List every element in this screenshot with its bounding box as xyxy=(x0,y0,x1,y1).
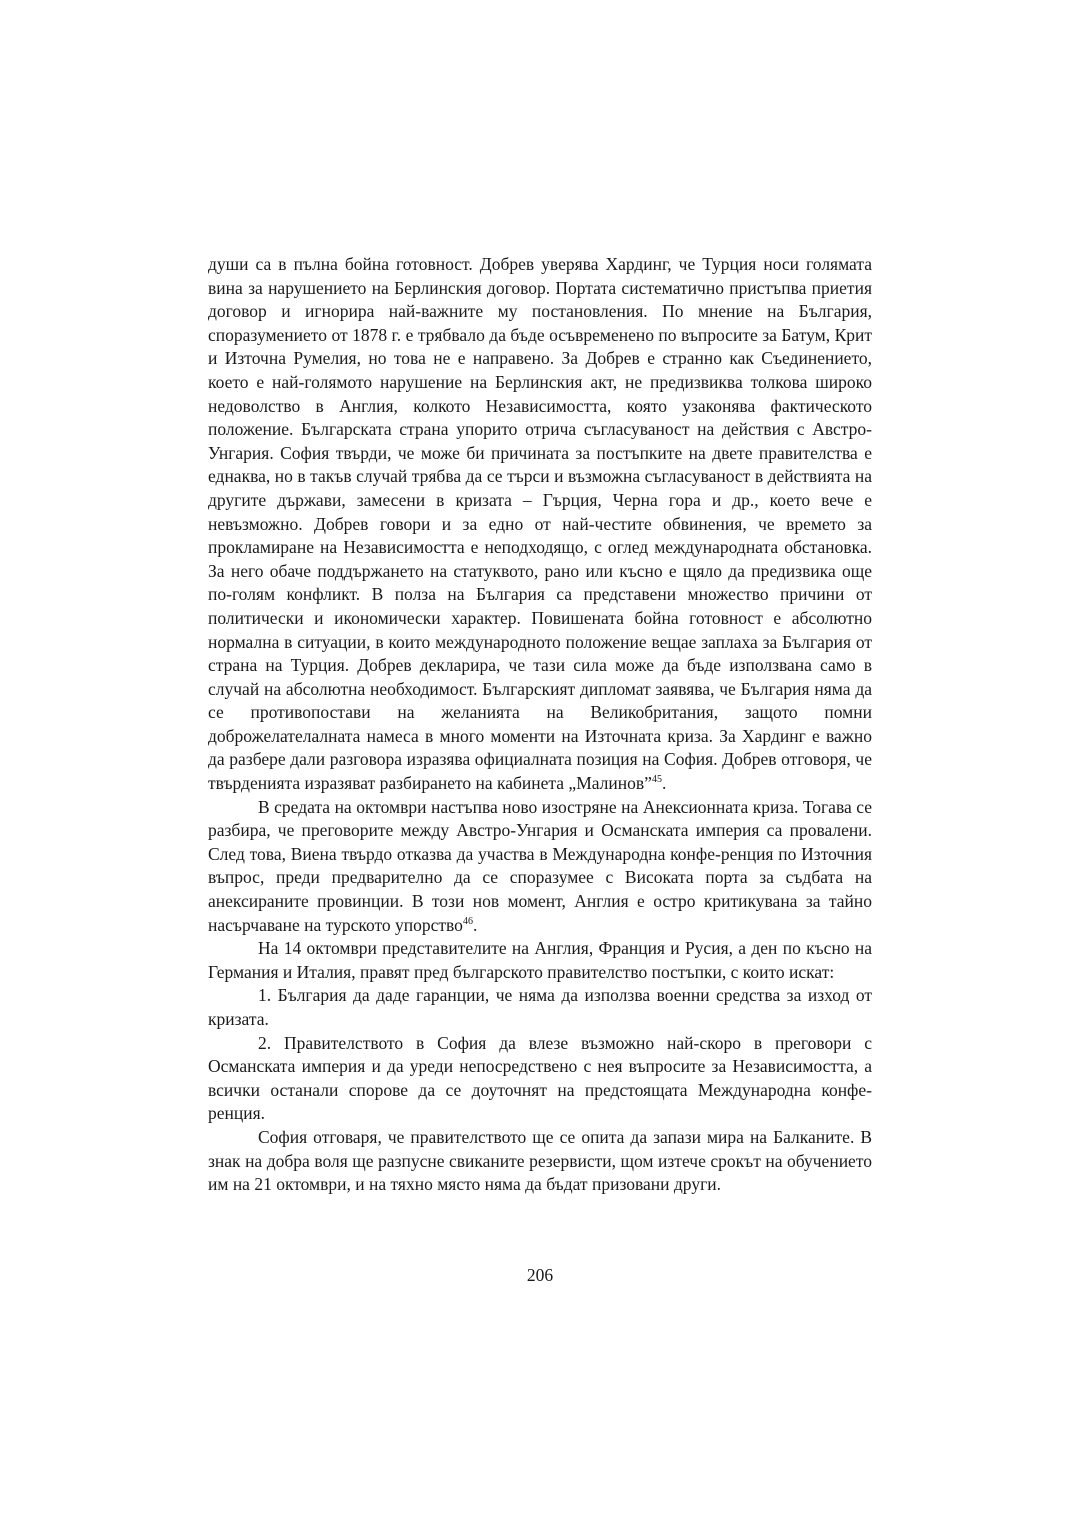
paragraph-1-text: души са в пълна бойна готовност. Добрев уверява Хардинг, че Турция носи голямата вина за нарушението на Берлинския договор. Портата систематично пристъпва приетия договор и игнорира най-важните му постановления. По мнение на България, споразумението от 1878 г. е трябвало да бъде осъвременено по въпросите за Батум, Крит и Източна Румелия, но това не е направено. За Добрев е странно как Съединението, което е най-голямото нарушение на Берлинския акт, не предизвиква толкова широко недоволство в Англия, колкото Независимостта, която узаконява фактическото положение. Българската страна упорито отрича съгласуваност на действия с Австро-Унгария. София твърди, че може би причината за постъпките на двете правителства е еднаква, но в такъв случай трябва да се търси и възможна съгласуваност в действията на другите държави, замесени в кризата – Гърция, Черна гора и др., което вече е невъзможно. Добрев говори и за едно от най-честите обвинения, че времето за прокламиране на Независимостта е неподходящо, с оглед международната обстановка. За него обаче поддържането на статуквото, рано или късно е щяло да предизвика още по-голям конфликт. В полза на България са представени множество причини от политически и икономически характер. Повишената бойна готовност е абсолютно нормална в ситуации, в които международното положение вещае заплаха за България от страна на Турция. Добрев декларира, че тази сила може да бъде използвана само в случай на абсолютна необходимост. Българският дипломат заявява, че България няма да се противопостави на желанията на Великобритания, защото помни доброжелателалната намеса в много моменти на Източната криза. За Хардинг е важно да разбере дали разговора изразява официалната позиция на София. Добрев отговоря, че твърденията изразяват разбирането на кабинета „Малинов” xyxy=(208,254,872,794)
page-body xyxy=(208,253,872,1197)
paragraph-2-text: В средата на октомври настъпва ново изостряне на Анексионната криза. Тогава се разбира, че преговорите между Австро-Унгария и Османската империя са провалени. След това, Виена твърдо отказва да участва в Международна конфе-ренция по Източния въпрос, преди предварително да се споразумее с Високата порта за съдбата на анексираните провинции. В този нов момент, Англия е остро критикувана за тайно насърчаване на турското упорство xyxy=(208,796,872,935)
footnote-marker-46[interactable]: 46 xyxy=(462,915,473,927)
paragraph-3 xyxy=(208,937,872,984)
paragraph-3-text: На 14 октомври представителите на Англия, Франция и Русия, а ден по късно на Германия и Италия, правят пред българското правителство постъпки, с които искат: xyxy=(208,938,872,982)
paragraph-2-tail: . xyxy=(472,914,478,935)
footnote-marker-45[interactable]: 45 xyxy=(651,774,662,786)
list-item-1 xyxy=(208,984,872,1031)
paragraph-1-tail: . xyxy=(661,773,667,794)
page-number: 206 xyxy=(526,1265,554,1285)
paragraph-2 xyxy=(208,796,872,938)
paragraph-1 xyxy=(208,253,872,796)
list-item-2 xyxy=(208,1032,872,1126)
paragraph-6-text: София отговаря, че правителството ще се опита да запази мира на Балканите. В знак на добра воля ще разпусне свиканите резервисти, щом изтече срокът на обучението им на 21 октомври, и на тяхно място няма да бъдат призовани други. xyxy=(208,1126,872,1195)
paragraph-6 xyxy=(208,1126,872,1197)
list-item-2-text: 2. Правителството в София да влезе възможно най-скоро в преговори с Османската империя и да уреди непосредствено с нея въпросите за Независимостта, а всички останали спорове да се доуточнят на предстоящата Международна конфе-ренция. xyxy=(208,1032,872,1124)
list-item-1-text: 1. България да даде гаранции, че няма да използва военни средства за изход от кризата. xyxy=(208,985,872,1029)
